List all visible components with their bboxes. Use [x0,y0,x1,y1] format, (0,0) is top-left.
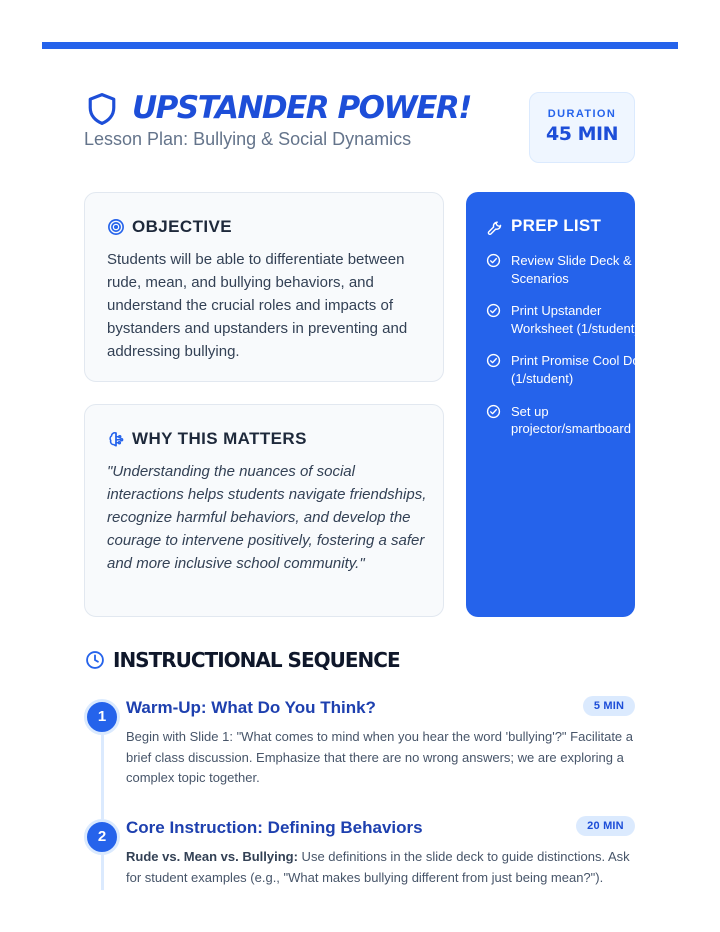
prep-item [486,302,666,337]
step-duration-badge: 20 MIN [576,816,635,836]
target-icon [107,218,125,236]
clock-icon [85,650,105,670]
prep-items [486,252,666,453]
page-subtitle: Lesson Plan: Bullying & Social Dynamics [84,129,412,149]
duration-value: 45 MIN [546,123,618,145]
prep-list-panel [466,192,657,617]
step-body-text: Begin with Slide 1: "What comes to mind when you hear the word 'bullying'?" Facilitate a brief class discussion. Emphasize that there are no wrong answers; we are exploring a complex topic together. [126,729,634,785]
prep-item-text: Print Promise Cool Down (1/student) [511,353,657,386]
duration-label: DURATION [547,108,617,120]
step-number: 2 [84,819,120,855]
step-duration-badge: 5 MIN [583,696,635,716]
why-header [107,429,307,449]
step-title: Warm-Up: What Do You Think? [126,698,376,717]
prep-item-text: Print Upstander Worksheet (1/student) [511,303,639,336]
sequence-title: INSTRUCTIONAL SEQUENCE [113,648,400,672]
prep-item-text: Set up projector/smartboard [511,403,631,437]
prep-title: PREP LIST [511,216,602,235]
objective-header [107,217,232,237]
objective-text: Students will be able to differentiate between rude, mean, and bullying behaviors, and understand the crucial roles and impacts of bystanders and upstanders in preventing and addressing bullying. [107,251,408,361]
page-title: UPSTANDER POWER! [132,90,471,126]
prep-item [486,352,666,387]
top-accent-bar [42,42,678,49]
step-title: Core Instruction: Defining Behaviors [126,818,423,837]
check-circle-icon [486,353,501,368]
timeline-line [101,716,104,890]
shield-icon [86,92,118,126]
wrench-icon [486,218,503,235]
prep-item-text: Review Slide Deck & Scenarios [511,253,632,286]
why-this-matters-card [84,404,444,617]
step-description [126,847,638,888]
check-circle-icon [486,253,501,268]
why-title: WHY THIS MATTERS [132,429,307,448]
sequence-header [85,648,400,672]
prep-item [486,252,666,287]
brain-icon [107,430,125,448]
why-quote: "Understanding the nuances of social interactions helps students navigate friendships, recognize harmful behaviors, and develop the courage to intervene positively, fostering a safer and more inclusive school community." [107,463,427,573]
objective-card [84,192,444,382]
step-description [126,727,638,789]
check-circle-icon [486,404,501,419]
duration-badge [529,92,635,163]
objective-title: OBJECTIVE [132,217,232,236]
check-circle-icon [486,303,501,318]
step-number: 1 [84,699,120,735]
step-lead: Rude vs. Mean vs. Bullying: [126,849,298,864]
prep-item [486,403,666,438]
step-body-text: Use definitions in the slide deck to guide distinctions. Ask for student examples (e.g., "What makes bullying different from just being mean?"). [126,849,630,885]
prep-header [486,216,601,236]
